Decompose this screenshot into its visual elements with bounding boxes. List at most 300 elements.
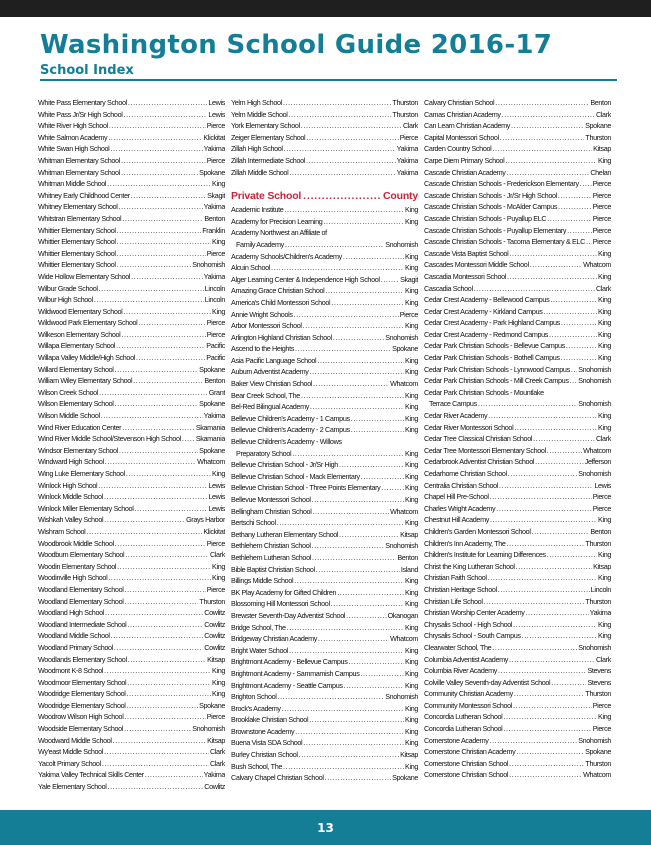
county-name: King bbox=[405, 251, 418, 261]
school-name: Community Montessori School bbox=[424, 700, 513, 710]
school-name: Charles Wright Academy bbox=[424, 503, 496, 513]
leader-dots bbox=[312, 552, 396, 564]
school-name: Academic Institute bbox=[231, 205, 284, 215]
leader-dots bbox=[511, 120, 584, 132]
school-name: Woodmont K-8 School bbox=[38, 666, 104, 676]
county-name: Yakima bbox=[203, 411, 225, 421]
school-name: Cedar Park Christian Schools - Mill Creek Campus bbox=[424, 376, 569, 386]
index-entry bbox=[38, 306, 225, 318]
county-name: Lewis bbox=[208, 480, 225, 490]
county-name: King bbox=[212, 689, 225, 699]
leader-dots bbox=[124, 584, 205, 596]
county-name: Lincoln bbox=[204, 283, 225, 293]
index-entry bbox=[231, 109, 418, 121]
index-entry bbox=[424, 642, 611, 654]
county-name: Snohomish bbox=[385, 332, 418, 342]
leader-dots bbox=[381, 274, 399, 286]
school-name: Yelm Middle School bbox=[231, 109, 288, 119]
leader-dots bbox=[325, 285, 404, 297]
index-entry bbox=[424, 607, 611, 619]
school-name: Wilson Elementary School bbox=[38, 399, 114, 409]
index-entry bbox=[231, 517, 418, 529]
county-name: King bbox=[405, 286, 418, 296]
school-name: Academy for Precision Learning bbox=[231, 216, 323, 226]
leader-dots bbox=[346, 610, 387, 622]
leader-dots bbox=[348, 656, 404, 668]
index-entry bbox=[231, 143, 418, 155]
county-name: Snohomish bbox=[578, 364, 611, 374]
school-name: Wind River Education Center bbox=[38, 422, 122, 432]
leader-dots bbox=[105, 456, 196, 468]
school-name: Brightmont Academy - Sammamish Campus bbox=[231, 668, 360, 678]
county-name: Snohomish bbox=[385, 541, 418, 551]
index-entry bbox=[424, 514, 611, 526]
index-entry bbox=[424, 97, 611, 109]
leader-dots bbox=[532, 526, 590, 538]
school-name: Amazing Grace Christian School bbox=[231, 286, 325, 296]
page-title: Washington School Guide 2016-17 bbox=[40, 30, 553, 60]
school-name: Wilbur Grade School bbox=[38, 283, 98, 293]
county-name: King bbox=[405, 367, 418, 377]
index-entry bbox=[424, 526, 611, 538]
index-entry bbox=[38, 97, 225, 109]
index-entry bbox=[424, 178, 611, 190]
county-name: King bbox=[212, 469, 225, 478]
index-entry bbox=[424, 387, 611, 399]
index-column-2 bbox=[231, 97, 418, 784]
county-name: Skamania bbox=[195, 434, 225, 444]
school-name: Whittier Elementary School bbox=[38, 260, 116, 270]
leader-dots bbox=[381, 482, 404, 494]
county-name: Thurston bbox=[585, 132, 611, 142]
leader-dots bbox=[131, 271, 203, 283]
index-entry bbox=[424, 596, 611, 608]
county-name: Pierce bbox=[399, 309, 418, 319]
leader-dots bbox=[492, 143, 592, 155]
leader-dots bbox=[110, 143, 202, 155]
leader-dots bbox=[127, 688, 211, 700]
leader-dots bbox=[113, 735, 206, 747]
index-entry bbox=[231, 691, 418, 703]
school-name: Children's Inn Academy, The bbox=[424, 538, 506, 548]
leader-dots bbox=[551, 677, 586, 689]
school-name: Wy'east Middle School bbox=[38, 747, 104, 757]
heading-school-label: Private School bbox=[231, 190, 302, 203]
county-name: Pierce bbox=[206, 248, 225, 258]
leader-dots bbox=[145, 769, 203, 781]
index-entry bbox=[38, 630, 225, 642]
county-name: King bbox=[405, 402, 418, 412]
index-entry bbox=[231, 343, 418, 355]
school-name: Burley Christian School bbox=[231, 750, 298, 760]
school-name: Bright Water School bbox=[231, 645, 288, 655]
school-name: White River High School bbox=[38, 121, 108, 131]
county-name: Pierce bbox=[592, 179, 611, 189]
school-name: Buena Vista SDA School bbox=[231, 738, 303, 748]
county-name: Thurston bbox=[585, 596, 611, 606]
leader-dots bbox=[301, 390, 404, 402]
leader-dots bbox=[299, 749, 399, 761]
county-name: Thurston bbox=[199, 596, 225, 606]
school-name: Cedar Crest Academy - Kirkland Campus bbox=[424, 306, 543, 316]
index-entry bbox=[38, 468, 225, 480]
county-name: Pierce bbox=[206, 712, 225, 722]
index-entry bbox=[38, 456, 225, 468]
county-name: Lincoln bbox=[204, 295, 225, 305]
school-name: Ascend to the Heights bbox=[231, 344, 294, 354]
school-name: York Elementary School bbox=[231, 121, 300, 131]
county-name: Snohomish bbox=[578, 642, 611, 652]
school-name: Brock's Academy bbox=[231, 703, 281, 713]
leader-dots bbox=[586, 236, 592, 248]
county-name: Island bbox=[400, 564, 418, 574]
index-entry bbox=[424, 109, 611, 121]
school-name: Cedar Tree Montessori Elementary School bbox=[424, 445, 546, 455]
leader-dots bbox=[289, 109, 392, 121]
leader-dots bbox=[124, 711, 205, 723]
county-name: Pierce bbox=[592, 700, 611, 710]
school-name: Bel-Red Bilingual Academy bbox=[231, 402, 309, 412]
school-name: Cascade Christian Schools - Puyallup Elementary bbox=[424, 225, 567, 235]
school-name: William Wiley Elementary School bbox=[38, 376, 133, 386]
leader-dots bbox=[490, 514, 597, 526]
leader-dots bbox=[533, 433, 595, 445]
county-name: Cowlitz bbox=[204, 608, 225, 618]
school-name: Academy Northwest an Affiliate of bbox=[231, 228, 327, 238]
index-entry bbox=[38, 236, 225, 248]
leader-dots bbox=[310, 366, 404, 378]
index-column-1 bbox=[38, 97, 225, 793]
county-name: Clark bbox=[595, 654, 611, 664]
leader-dots bbox=[122, 422, 195, 434]
leader-dots bbox=[503, 711, 597, 723]
school-name: Woodward Middle School bbox=[38, 735, 112, 745]
leader-dots bbox=[117, 561, 211, 573]
private-school-list bbox=[231, 204, 418, 784]
index-entry bbox=[424, 190, 611, 202]
index-entry bbox=[424, 445, 611, 457]
index-entry bbox=[38, 619, 225, 631]
county-name: Spokane bbox=[199, 700, 225, 710]
leader-dots bbox=[309, 714, 404, 726]
index-entry bbox=[231, 239, 418, 251]
county-name: King bbox=[212, 561, 225, 571]
index-entry bbox=[38, 526, 225, 538]
school-name: Alcuin School bbox=[231, 263, 270, 273]
county-name: Clark bbox=[402, 121, 418, 131]
index-entry bbox=[424, 654, 611, 666]
leader-dots bbox=[516, 561, 592, 573]
county-name: Benton bbox=[590, 526, 611, 536]
county-name: Skagit bbox=[207, 190, 225, 200]
leader-dots bbox=[558, 190, 592, 202]
leader-dots bbox=[318, 633, 389, 645]
school-name: Woodland Intermediate School bbox=[38, 619, 127, 629]
index-entry bbox=[424, 688, 611, 700]
index-entry bbox=[38, 491, 225, 503]
county-name: Snohomish bbox=[385, 239, 418, 249]
index-entry bbox=[38, 584, 225, 596]
county-name: Lewis bbox=[594, 480, 611, 490]
school-name: Cedar River Academy bbox=[424, 411, 488, 421]
school-name: Cedar Crest Academy - Redmond Campus bbox=[424, 329, 549, 339]
school-name: Alger Learning Center & Independence High School bbox=[231, 274, 380, 284]
leader-dots bbox=[128, 654, 206, 666]
index-entry bbox=[231, 424, 418, 436]
county-name: Pacific bbox=[206, 341, 225, 351]
county-name: Clark bbox=[595, 283, 611, 293]
index-entry bbox=[38, 549, 225, 561]
school-name: Columbia Adventist Academy bbox=[424, 654, 508, 664]
leader-dots bbox=[561, 317, 597, 329]
county-name: Yakima bbox=[203, 202, 225, 212]
leader-dots bbox=[101, 410, 203, 422]
leader-dots bbox=[127, 700, 199, 712]
index-entry bbox=[231, 726, 418, 738]
leader-dots bbox=[549, 329, 597, 341]
index-entry bbox=[424, 225, 611, 237]
index-entry bbox=[231, 482, 418, 494]
index-entry bbox=[424, 132, 611, 144]
leader-dots bbox=[121, 155, 206, 167]
county-name: Chelan bbox=[590, 167, 611, 177]
leader-dots bbox=[360, 668, 404, 680]
leader-dots bbox=[505, 155, 597, 167]
school-name: Zeiger Elementary School bbox=[231, 132, 306, 142]
county-name: Pierce bbox=[206, 155, 225, 165]
school-name: Calvary Christian School bbox=[424, 98, 495, 107]
leader-dots bbox=[117, 236, 211, 248]
county-name: King bbox=[598, 573, 611, 583]
county-name: Pierce bbox=[592, 492, 611, 502]
school-name: Concordia Lutheran School bbox=[424, 724, 503, 734]
school-name: Cedar River Montessori School bbox=[424, 422, 514, 432]
index-entry bbox=[424, 375, 611, 387]
school-name: Windsor Elementary School bbox=[38, 445, 118, 455]
index-entry bbox=[424, 236, 611, 248]
leader-dots bbox=[502, 109, 595, 121]
index-entry bbox=[424, 503, 611, 515]
index-entry bbox=[38, 109, 225, 121]
county-name: King bbox=[405, 587, 418, 597]
index-entry bbox=[38, 781, 225, 793]
school-name: White Pass Elementary School bbox=[38, 98, 127, 107]
county-name: King bbox=[405, 263, 418, 273]
leader-dots bbox=[301, 120, 402, 132]
index-entry bbox=[38, 271, 225, 283]
leader-dots bbox=[292, 448, 404, 460]
index-entry bbox=[424, 317, 611, 329]
leader-dots bbox=[294, 309, 399, 321]
county-name: King bbox=[598, 515, 611, 525]
index-entry bbox=[38, 769, 225, 781]
county-name: Clark bbox=[209, 550, 225, 560]
school-name: Woodland Middle School bbox=[38, 631, 110, 641]
leader-dots bbox=[277, 517, 404, 529]
index-entry bbox=[231, 97, 418, 109]
index-entry bbox=[231, 471, 418, 483]
index-entry bbox=[38, 167, 225, 179]
school-name: Arlington Highland Christian School bbox=[231, 332, 332, 342]
leader-dots bbox=[509, 248, 597, 260]
index-entry bbox=[231, 390, 418, 402]
leader-dots bbox=[105, 607, 203, 619]
leader-dots bbox=[306, 132, 398, 144]
leader-dots bbox=[99, 283, 204, 295]
school-name: Columbia River Academy bbox=[424, 666, 497, 676]
county-name: Kitsap bbox=[593, 144, 611, 154]
school-name: Annie Wright Schools bbox=[231, 309, 293, 319]
school-name: Christian Faith School bbox=[424, 573, 487, 583]
section-subtitle: School Index bbox=[40, 63, 134, 78]
index-entry bbox=[424, 572, 611, 584]
school-name: Cascade Christian Academy bbox=[424, 167, 506, 177]
school-name: Chapel Hill Pre-School bbox=[424, 492, 489, 502]
school-name: Concordia Lutheran School bbox=[424, 712, 503, 722]
county-name: Clark bbox=[595, 434, 611, 444]
index-entry bbox=[424, 213, 611, 225]
school-name: Cedarhome Christian School bbox=[424, 469, 507, 478]
county-name: Spokane bbox=[392, 773, 418, 783]
index-entry bbox=[38, 213, 225, 225]
county-name: King bbox=[405, 599, 418, 609]
index-entry bbox=[38, 480, 225, 492]
county-name: King bbox=[212, 573, 225, 583]
index-entry bbox=[231, 274, 418, 286]
county-name: Snohomish bbox=[192, 260, 225, 270]
leader-dots bbox=[339, 459, 404, 471]
index-entry bbox=[38, 642, 225, 654]
county-name: King bbox=[598, 271, 611, 281]
header-rule bbox=[40, 79, 617, 81]
county-name: Spokane bbox=[199, 167, 225, 177]
school-name: Whitman Elementary School bbox=[38, 155, 120, 165]
school-name: Cornerstone Academy bbox=[424, 735, 489, 745]
county-name: Thurston bbox=[392, 109, 418, 119]
school-name: White Pass Jr/Sr High School bbox=[38, 109, 123, 119]
school-name: Bridgeway Christian Academy bbox=[231, 634, 318, 644]
leader-dots bbox=[561, 352, 597, 364]
county-name: Benton bbox=[397, 552, 418, 562]
index-entry bbox=[38, 340, 225, 352]
leader-dots bbox=[295, 726, 404, 738]
county-name: King bbox=[598, 329, 611, 339]
county-name: Snohomish bbox=[578, 376, 611, 386]
index-entry bbox=[231, 645, 418, 657]
leader-dots bbox=[547, 445, 582, 457]
school-name: Cedarbrook Adventist Christian School bbox=[424, 457, 535, 467]
school-name: Cascadia Montessori School bbox=[424, 271, 506, 281]
school-name: Cornerstone Christian School bbox=[424, 758, 509, 768]
school-name: Bethlehem Lutheran School bbox=[231, 552, 311, 562]
index-entry bbox=[231, 120, 418, 132]
index-entry bbox=[424, 700, 611, 712]
school-name: Chrysalis School - South Campus bbox=[424, 631, 521, 641]
county-name: King bbox=[598, 712, 611, 722]
index-entry bbox=[424, 561, 611, 573]
school-name: Wilkeson Elementary School bbox=[38, 329, 121, 339]
county-name: Grays Harbor bbox=[186, 515, 225, 525]
county-name: Thurston bbox=[585, 538, 611, 548]
county-name: King bbox=[405, 216, 418, 226]
school-name: Christian Heritage School bbox=[424, 584, 497, 594]
school-name: Woodland High School bbox=[38, 608, 104, 618]
school-name: Bellevue Christian School - Jr/Sr High bbox=[231, 460, 338, 470]
county-name: Benton bbox=[204, 376, 225, 386]
school-name: Whitney Elementary School bbox=[38, 202, 118, 212]
school-name: White Salmon Academy bbox=[38, 132, 108, 142]
leader-dots bbox=[303, 320, 404, 332]
school-name: Woodside Elementary School bbox=[38, 724, 124, 734]
index-entry bbox=[231, 297, 418, 309]
school-name: Arbor Montessori School bbox=[231, 321, 302, 331]
county-name: Benton bbox=[590, 98, 611, 107]
leader-dots bbox=[535, 456, 584, 468]
county-name: King bbox=[598, 248, 611, 258]
index-entry bbox=[38, 654, 225, 666]
leader-dots bbox=[310, 401, 404, 413]
index-entry bbox=[231, 680, 418, 692]
county-name: King bbox=[405, 321, 418, 331]
school-name: Wind River Middle School/Stevenson High School bbox=[38, 434, 181, 444]
school-name: Bellevue Children's Academy - 1 Campus bbox=[231, 413, 350, 423]
school-name: Chrysalis School - High School bbox=[424, 619, 513, 629]
leader-dots bbox=[121, 167, 198, 179]
county-name: Lincoln bbox=[590, 584, 611, 594]
index-entry bbox=[424, 329, 611, 341]
index-entry bbox=[231, 448, 418, 460]
index-entry bbox=[231, 285, 418, 297]
index-entry bbox=[424, 259, 611, 271]
county-name: King bbox=[405, 355, 418, 365]
leader-dots bbox=[138, 317, 205, 329]
index-entry bbox=[38, 329, 225, 341]
index-entry bbox=[231, 714, 418, 726]
school-name: Cedar Park Christian Schools - Bellevue Campus bbox=[424, 341, 565, 351]
school-name: Blossoming Hill Montessori School bbox=[231, 599, 330, 609]
leader-dots bbox=[547, 213, 591, 225]
index-entry bbox=[231, 552, 418, 564]
index-entry bbox=[231, 598, 418, 610]
leader-dots bbox=[134, 503, 207, 515]
index-entry bbox=[231, 155, 418, 167]
index-entry bbox=[424, 491, 611, 503]
index-entry bbox=[424, 480, 611, 492]
county-name: Whatcom bbox=[583, 770, 611, 780]
school-name: Wide Hollow Elementary School bbox=[38, 271, 131, 281]
index-entry bbox=[231, 167, 418, 179]
county-name: King bbox=[405, 668, 418, 678]
school-name: Community Christian Academy bbox=[424, 689, 513, 699]
county-name: Lewis bbox=[208, 492, 225, 502]
index-entry bbox=[231, 320, 418, 332]
leader-dots bbox=[333, 332, 384, 344]
leader-dots bbox=[114, 642, 203, 654]
school-name: Carden Country School bbox=[424, 144, 492, 154]
leader-dots bbox=[285, 239, 384, 251]
index-entry bbox=[424, 735, 611, 747]
leader-dots bbox=[107, 781, 203, 793]
school-name: Windward High School bbox=[38, 457, 104, 467]
school-name: Cedar Tree Classical Christian School bbox=[424, 434, 533, 444]
school-name: Yale Elementary School bbox=[38, 782, 107, 792]
leader-dots bbox=[287, 622, 404, 634]
leader-dots bbox=[94, 294, 204, 306]
index-entry bbox=[424, 630, 611, 642]
school-name: Brooklake Christian School bbox=[231, 715, 309, 725]
leader-dots bbox=[107, 178, 211, 190]
index-column-3 bbox=[424, 97, 611, 781]
